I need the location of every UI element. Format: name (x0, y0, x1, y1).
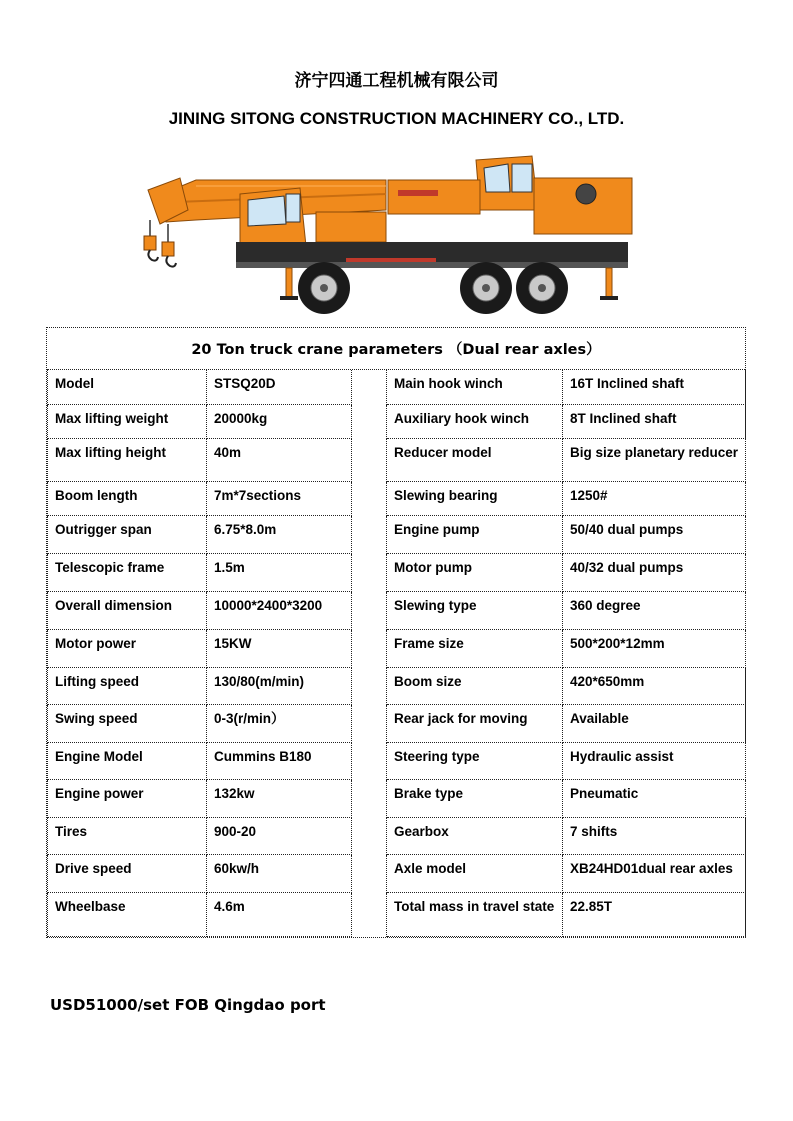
spec-label: Rear jack for moving (387, 704, 563, 742)
spec-label: Boom length (48, 481, 207, 515)
spec-label: Outrigger span (48, 515, 207, 553)
spec-value: 7m*7sections (207, 481, 352, 515)
truck-crane-illustration (136, 150, 636, 320)
spec-value: 60kw/h (207, 854, 352, 892)
spec-value: 8T Inclined shaft (563, 404, 746, 438)
spec-label: Reducer model (387, 438, 563, 481)
spec-label: Swing speed (48, 704, 207, 742)
spec-label: Gearbox (387, 817, 563, 854)
table-row (48, 515, 746, 553)
spec-label: Slewing type (387, 591, 563, 629)
parameters-table (46, 327, 746, 938)
table-row (48, 892, 746, 936)
spec-value: 6.75*8.0m (207, 515, 352, 553)
spec-label: Max lifting height (48, 438, 207, 481)
spec-value: 40m (207, 438, 352, 481)
table-row (48, 817, 746, 854)
spec-label: Motor power (48, 629, 207, 667)
column-gap (352, 704, 387, 742)
spec-label: Overall dimension (48, 591, 207, 629)
table-row (48, 438, 746, 481)
table-row (48, 779, 746, 817)
spec-value: 360 degree (563, 591, 746, 629)
spec-label: Brake type (387, 779, 563, 817)
column-gap (352, 438, 387, 481)
spec-value: 130/80(m/min) (207, 667, 352, 704)
table-row (48, 370, 746, 404)
spec-value: Available (563, 704, 746, 742)
spec-label: Engine Model (48, 742, 207, 779)
column-gap (352, 515, 387, 553)
spec-value: 15KW (207, 629, 352, 667)
spec-value: XB24HD01dual rear axles (563, 854, 746, 892)
spec-label: Max lifting weight (48, 404, 207, 438)
spec-label: Tires (48, 817, 207, 854)
column-gap (352, 370, 387, 404)
spec-value: 1250# (563, 481, 746, 515)
company-name-chinese: 济宁四通工程机械有限公司 (294, 71, 499, 91)
spec-label: Frame size (387, 629, 563, 667)
column-gap (352, 481, 387, 515)
column-gap (352, 742, 387, 779)
column-gap (352, 629, 387, 667)
column-gap (352, 779, 387, 817)
column-gap (352, 553, 387, 591)
spec-label: Wheelbase (48, 892, 207, 936)
spec-label: Engine pump (387, 515, 563, 553)
rear-wheel-2 (516, 262, 568, 314)
spec-value: 22.85T (563, 892, 746, 936)
spec-label: Auxiliary hook winch (387, 404, 563, 438)
spec-value: 1.5m (207, 553, 352, 591)
table-row (48, 667, 746, 704)
spec-value: 10000*2400*3200 (207, 591, 352, 629)
table-row (48, 704, 746, 742)
spec-label: Engine power (48, 779, 207, 817)
spec-value: 4.6m (207, 892, 352, 936)
spec-value: 50/40 dual pumps (563, 515, 746, 553)
spec-label: Axle model (387, 854, 563, 892)
spec-label: Main hook winch (387, 370, 563, 404)
spec-value: 40/32 dual pumps (563, 553, 746, 591)
spec-value: 132kw (207, 779, 352, 817)
spec-value: 420*650mm (563, 667, 746, 704)
column-gap (352, 854, 387, 892)
spec-label: Lifting speed (48, 667, 207, 704)
column-gap (352, 667, 387, 704)
spec-value: Cummins B180 (207, 742, 352, 779)
spec-label: Slewing bearing (387, 481, 563, 515)
table-row (48, 629, 746, 667)
price-text: USD51000/set FOB Qingdao port (50, 996, 326, 1014)
column-gap (352, 591, 387, 629)
parameters-title: 20 Ton truck crane parameters （Dual rear axles） (47, 328, 745, 370)
spec-label: Motor pump (387, 553, 563, 591)
table-row (48, 481, 746, 515)
spec-value: Pneumatic (563, 779, 746, 817)
column-gap (352, 817, 387, 854)
spec-value: Big size planetary reducer (563, 438, 746, 481)
column-gap (352, 404, 387, 438)
spec-label: Total mass in travel state (387, 892, 563, 936)
spec-value: Hydraulic assist (563, 742, 746, 779)
spec-value: 16T Inclined shaft (563, 370, 746, 404)
column-gap (352, 892, 387, 936)
table-row (48, 742, 746, 779)
table-row (48, 404, 746, 438)
spec-value: 500*200*12mm (563, 629, 746, 667)
spec-value: 900-20 (207, 817, 352, 854)
spec-label: Telescopic frame (48, 553, 207, 591)
rear-wheel-1 (460, 262, 512, 314)
company-name-english: JINING SITONG CONSTRUCTION MACHINERY CO., LTD. (168, 109, 625, 128)
spec-label: Model (48, 370, 207, 404)
spec-value: STSQ20D (207, 370, 352, 404)
spec-label: Boom size (387, 667, 563, 704)
spec-table (47, 370, 746, 937)
table-row (48, 591, 746, 629)
spec-value: 7 shifts (563, 817, 746, 854)
spec-value: 0-3(r/min） (207, 704, 352, 742)
front-wheel (298, 262, 350, 314)
spec-value: 20000kg (207, 404, 352, 438)
table-row (48, 854, 746, 892)
table-row (48, 553, 746, 591)
spec-label: Drive speed (48, 854, 207, 892)
spec-label: Steering type (387, 742, 563, 779)
